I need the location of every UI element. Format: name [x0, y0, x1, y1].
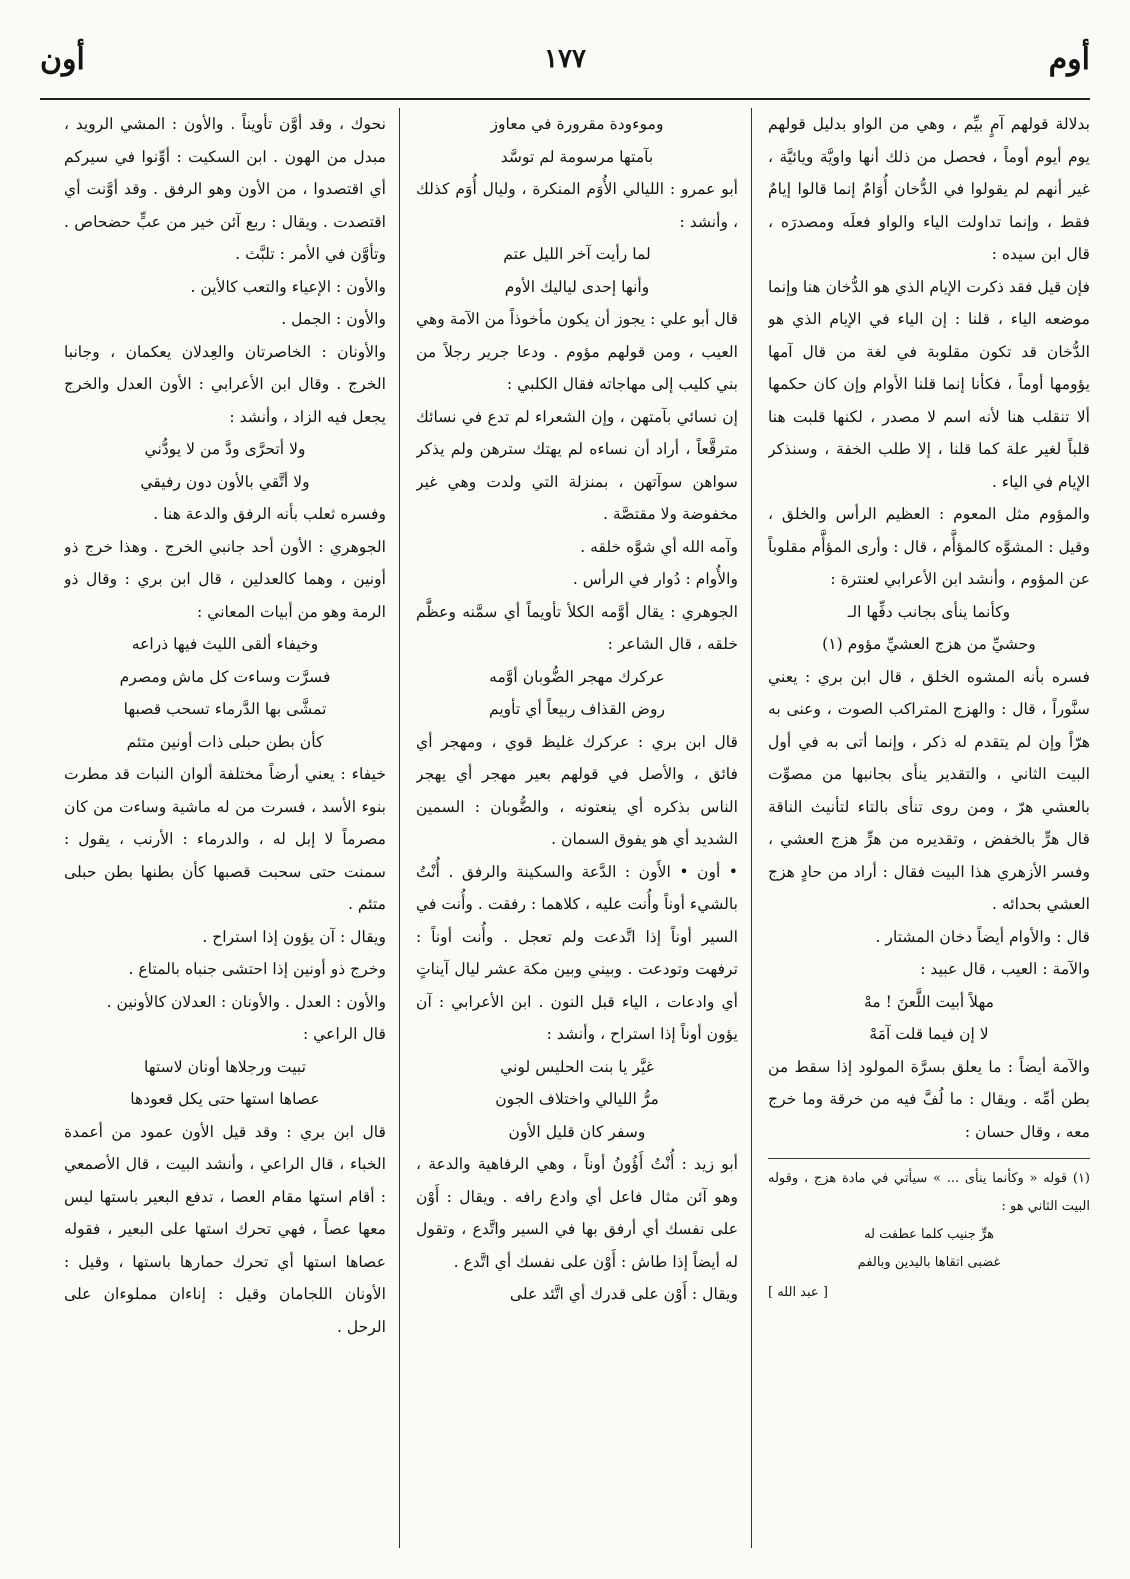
entry-paragraph: قال ابن بري : وقد قيل الأون عمود من أعمدة الخباء ، قال الراعي ، وأنشد البيت ، قال الأصمعي : أقام استها مقام العصا ، تدفع البعير باستها ليس معها عصاً ، فهي تحرك استها على البعير ، فقوله عصاها استها أي تحرك حمارها باستها ، وقيل : الأونان اللجامان وقيل : إناءان مملوءان على الرحل .: [64, 1122, 386, 1336]
left-headword: أون: [40, 42, 85, 77]
footnote-line: هرٍّ جنيب كلما عطفت له: [864, 1227, 994, 1242]
entry-paragraph: بدلالة قولهم آمٍ بيِّم ، وهي من الواو بدليل قولهم يوم أيوم أوماً ، فحصل من ذلك أنها واويَّة ويائيَّة ، غير أنهم لم يقولوا في الدُّخان أُوَامٌ إنما قالوا إيامٌ فقط ، وإنما تداولت الياء والواو فعلَه ومصدرَه ، قال ابن سيده :: [768, 115, 1090, 263]
entry-paragraph: والأون : الجمل .: [281, 310, 386, 328]
entry-paragraph: قال الراعي :: [302, 1025, 386, 1043]
verse-line: ولا أتَّقي بالأون دون رفيقي: [140, 472, 310, 491]
verse-line: وسفر كان قليل الأون: [508, 1122, 646, 1141]
verse-line: ولا أتحرَّى ودَّ من لا يودُّني: [144, 440, 306, 458]
verse-line: فسرَّت وساءت كل ماش ومصرم: [119, 667, 331, 686]
left-column: [64, 108, 386, 1548]
entry-paragraph: قال : والأوام أيضاً دخان المشتار .: [875, 927, 1090, 946]
verse-line: وأنها إحدى لياليك الأوم: [504, 277, 650, 296]
entry-paragraph: الجوهري : يقال أوَّمه الكلأ تأويماً أي سمَّنه وعظَّم خلقه ، قال الشاعر :: [416, 602, 738, 653]
entry-paragraph: والأون : العدل . والأونان : العدلان كالأونين .: [106, 992, 386, 1011]
verse-line: عركرك مهجر الضُّوبان أوَّمه: [489, 667, 665, 686]
footnote-line: غضبى اتقاها باليدين وبالفم: [857, 1255, 1001, 1270]
footnote-signature: [ عبد الله ]: [768, 1285, 828, 1300]
entry-paragraph: والآمة : العيب ، قال عبيد :: [920, 960, 1090, 978]
column-separator: [399, 108, 400, 1548]
column-separator: [751, 108, 752, 1548]
page-header: [40, 36, 1090, 102]
verse-line: وموءودة مقرورة في معاوز: [490, 115, 664, 133]
header-rule: [40, 98, 1090, 100]
verse-line: لا إن فيما قلت آمَهْ: [869, 1025, 989, 1043]
verse-line: مهلاً أبيت اللَّعنَ ! مهْ: [864, 992, 994, 1011]
entry-paragraph: الجوهري : الأون أحد جانبي الخرج . وهذا خرج ذو أونين ، وهما كالعدلين ، قال ابن بري : وقال ذو الرمة وهو من أبيات المعاني :: [64, 537, 386, 621]
right-headword: أوم: [1048, 42, 1090, 77]
entry-paragraph: والأونان : الخاصرتان والعِدلان يعكمان ، وجانبا الخرج . وقال ابن الأعرابي : الأون العدل والخرج يجعل فيه الزاد ، وأنشد :: [64, 342, 386, 426]
verse-line: روض القذاف ربيعاً أي تأويم: [488, 700, 666, 718]
entry-paragraph: والآمة أيضاً : ما يعلق بسرَّة المولود إذا سقط من بطن أمِّه . ويقال : ما لُفَّ فيه من خرقة وما خرج معه ، وقال حسان :: [768, 1057, 1090, 1141]
entry-paragraph: فسره بأنه المشوه الخلق ، قال ابن بري : يعني سنَّوراً ، قال : والهزج المتراكب الصوت ، وعنى به هرّاً وإن لم يتقدم له ذكر ، وإنما أتى به في أول البيت الثاني ، والتقدير ينأى بجانبها من مصوِّت بالعشي هرّ ، ومن روى تنأى بالتاء لتأنيث الناقة قال هرٍّ بالخفض ، وتقديره من هرٍّ هزج العشي ، وفسر الأزهري هذا البيت فقال : أراد من حادٍ هزج العشي بحدائه .: [768, 667, 1090, 913]
middle-column: [416, 108, 738, 1548]
verse-line: غيَّر يا بنت الحليس لوني: [500, 1057, 654, 1076]
right-column: [768, 108, 1090, 1548]
verse-line: وحشيِّ من هزج العشيِّ مؤوم (١): [822, 635, 1036, 653]
entry-paragraph: والمؤوم مثل المعوم : العظيم الرأس والخلق ، وقيل : المشوَّه كالمؤأَّم ، قال : وأرى المؤأَّم مقلوباً عن المؤوم ، وأنشد ابن الأعرابي لعنترة :: [768, 505, 1090, 588]
entry-paragraph: ويقال : آن يؤون إذا استراح .: [202, 927, 386, 946]
entry-paragraph: والأُوام : دُوار في الرأس .: [572, 570, 738, 588]
entry-paragraph: قال أبو علي : يجوز أن يكون مأخوذاً من الآمة وهي العيب ، ومن قولهم مؤوم . ودعا جرير رجلاً من بني كليب إلى مهاجاته فقال الكلبي :: [416, 310, 738, 393]
entry-paragraph: أبو عمرو : الليالي الأُوَم المنكرة ، وليال أُوَم كذلك ، وأنشد :: [416, 180, 738, 231]
verse-line: وكأنما ينأى بجانب دفِّها الـ: [847, 602, 1011, 621]
verse-line: تمشَّى بها الدَّرماء تسحب قصبها: [123, 700, 327, 718]
entry-paragraph: نحوك ، وقد أوَّن تأويناً . والأون : المشي الرويد ، مبدل من الهون . ابن السكيت : أوِّنوا في سيركم أي اقتصدوا ، من الأون وهو الرفق . وقد أوَّنت أي اقتصدت . ويقال : ربع آئن خير من عبٍّ حضحاص . وتأوَّن في الأمر : تلبَّث .: [64, 115, 386, 263]
verse-line: كأن بطن حبلى ذات أونين متئم: [126, 732, 324, 751]
entry-paragraph: أبو زيد : أُنْتُ أَؤُونُ أوناً ، وهي الرفاهية والدعة ، وهو آئن مثال فاعل أي وادع رافه . ويقال : أَوْن على نفسك أي أرفق بها في السير واتَّدع ، وتقول له أيضاً إذا طاش : أَوْن على نفسك أي اتَّدع .: [416, 1155, 738, 1271]
entry-paragraph: خيفاء : يعني أرضاً مختلفة ألوان النبات قد مطرت بنوء الأسد ، فسرت من له ماشية وساءت من كان مصرماً لا إبل له ، والدرماء : الأرنب ، يقول : سمنت حتى سحبت قصبها كأن بطنها بطن حبلى متئم .: [64, 765, 386, 913]
entry-paragraph: والأون : الإعياء والتعب كالأين .: [190, 277, 386, 296]
verse-line: لما رأيت آخر الليل عتم: [503, 245, 651, 263]
footnote-line: (١) قوله « وكأنما ينأى ... » سيأتي في مادة هزج ، وقوله البيت الثاني هو :: [768, 1171, 1090, 1214]
entry-paragraph: إن نسائي بآمتهن ، وإن الشعراء لم تدع في نسائك مترقَّعاً ، أراد أن نساءه لم يهتك سترهن ولم يذكر سواهن سوآتهن ، بمنزلة التي ولدت وهي غير مخفوضة ولا مقتصَّة .: [416, 407, 738, 523]
entry-paragraph: فإن قيل فقد ذكرت الإيام الذي هو الدُّخان هنا وإنما موضعه الياء ، قلنا : إن الياء في الإيام الذي هو الدُّخان قد تكون مقلوبة في لغة من قال آمها يؤومها أوماً ، فكأنا إنما قلنا الأوام وإن كان حكمها ألا تنقلب هنا لأنه اسم لا مصدر ، لكنها قلبت هنا قلباً لغير علة كما قلنا ، إلا طلب الخفة ، وسنذكر الإيام في الياء .: [768, 277, 1090, 491]
entry-paragraph: • أون • الأَون : الدَّعة والسكينة والرفق . أُنْتُ بالشيء أوناً وأُنت عليه ، كلاهما : رفقت . وأُنت في السير أوناً إذا اتَّدعت ولم تعجل . وأُنت أوناً : ترفهت وتودعت . وبيني وبين مكة عشر ليال آيناتٍ أي وادعات ، الياء قبل النون . ابن الأعرابي : آن يؤون أوناً إذا استراح ، وأنشد :: [416, 862, 738, 1043]
verse-line: مرُّ الليالي واختلاف الجون: [495, 1090, 659, 1108]
dictionary-page: [40, 36, 1090, 1546]
page-number: ١٧٧: [544, 44, 586, 74]
entry-paragraph: وخرج ذو أونين إذا احتشى جنباه بالمتاع .: [128, 960, 386, 978]
entry-paragraph: ويقال : أَوْن على قدرك أي اتَّئد على: [509, 1285, 738, 1303]
entry-paragraph: وآمه الله أي شوَّه خلقه .: [580, 537, 738, 556]
entry-paragraph: وفسره ثعلب بأنه الرفق والدعة هنا .: [153, 505, 386, 523]
verse-line: تبيت ورجلاها أونان لاستها: [144, 1057, 306, 1076]
verse-line: بآمتها مرسومة لم توسَّد: [500, 147, 654, 166]
entry-paragraph: قال ابن بري : عركرك غليظ قوي ، ومهجر أي فائق ، والأصل في قولهم بعير مهجر أي يهجر الناس بذكره أي ينعتونه ، والضُّوبان : السمين الشديد أي هو يفوق السمان .: [416, 732, 738, 848]
footnote-rule: [768, 1158, 1090, 1159]
verse-line: وخيفاء ألقى الليث فيها ذراعه: [131, 635, 319, 653]
verse-line: عصاها استها حتى يكل قعودها: [130, 1090, 320, 1108]
